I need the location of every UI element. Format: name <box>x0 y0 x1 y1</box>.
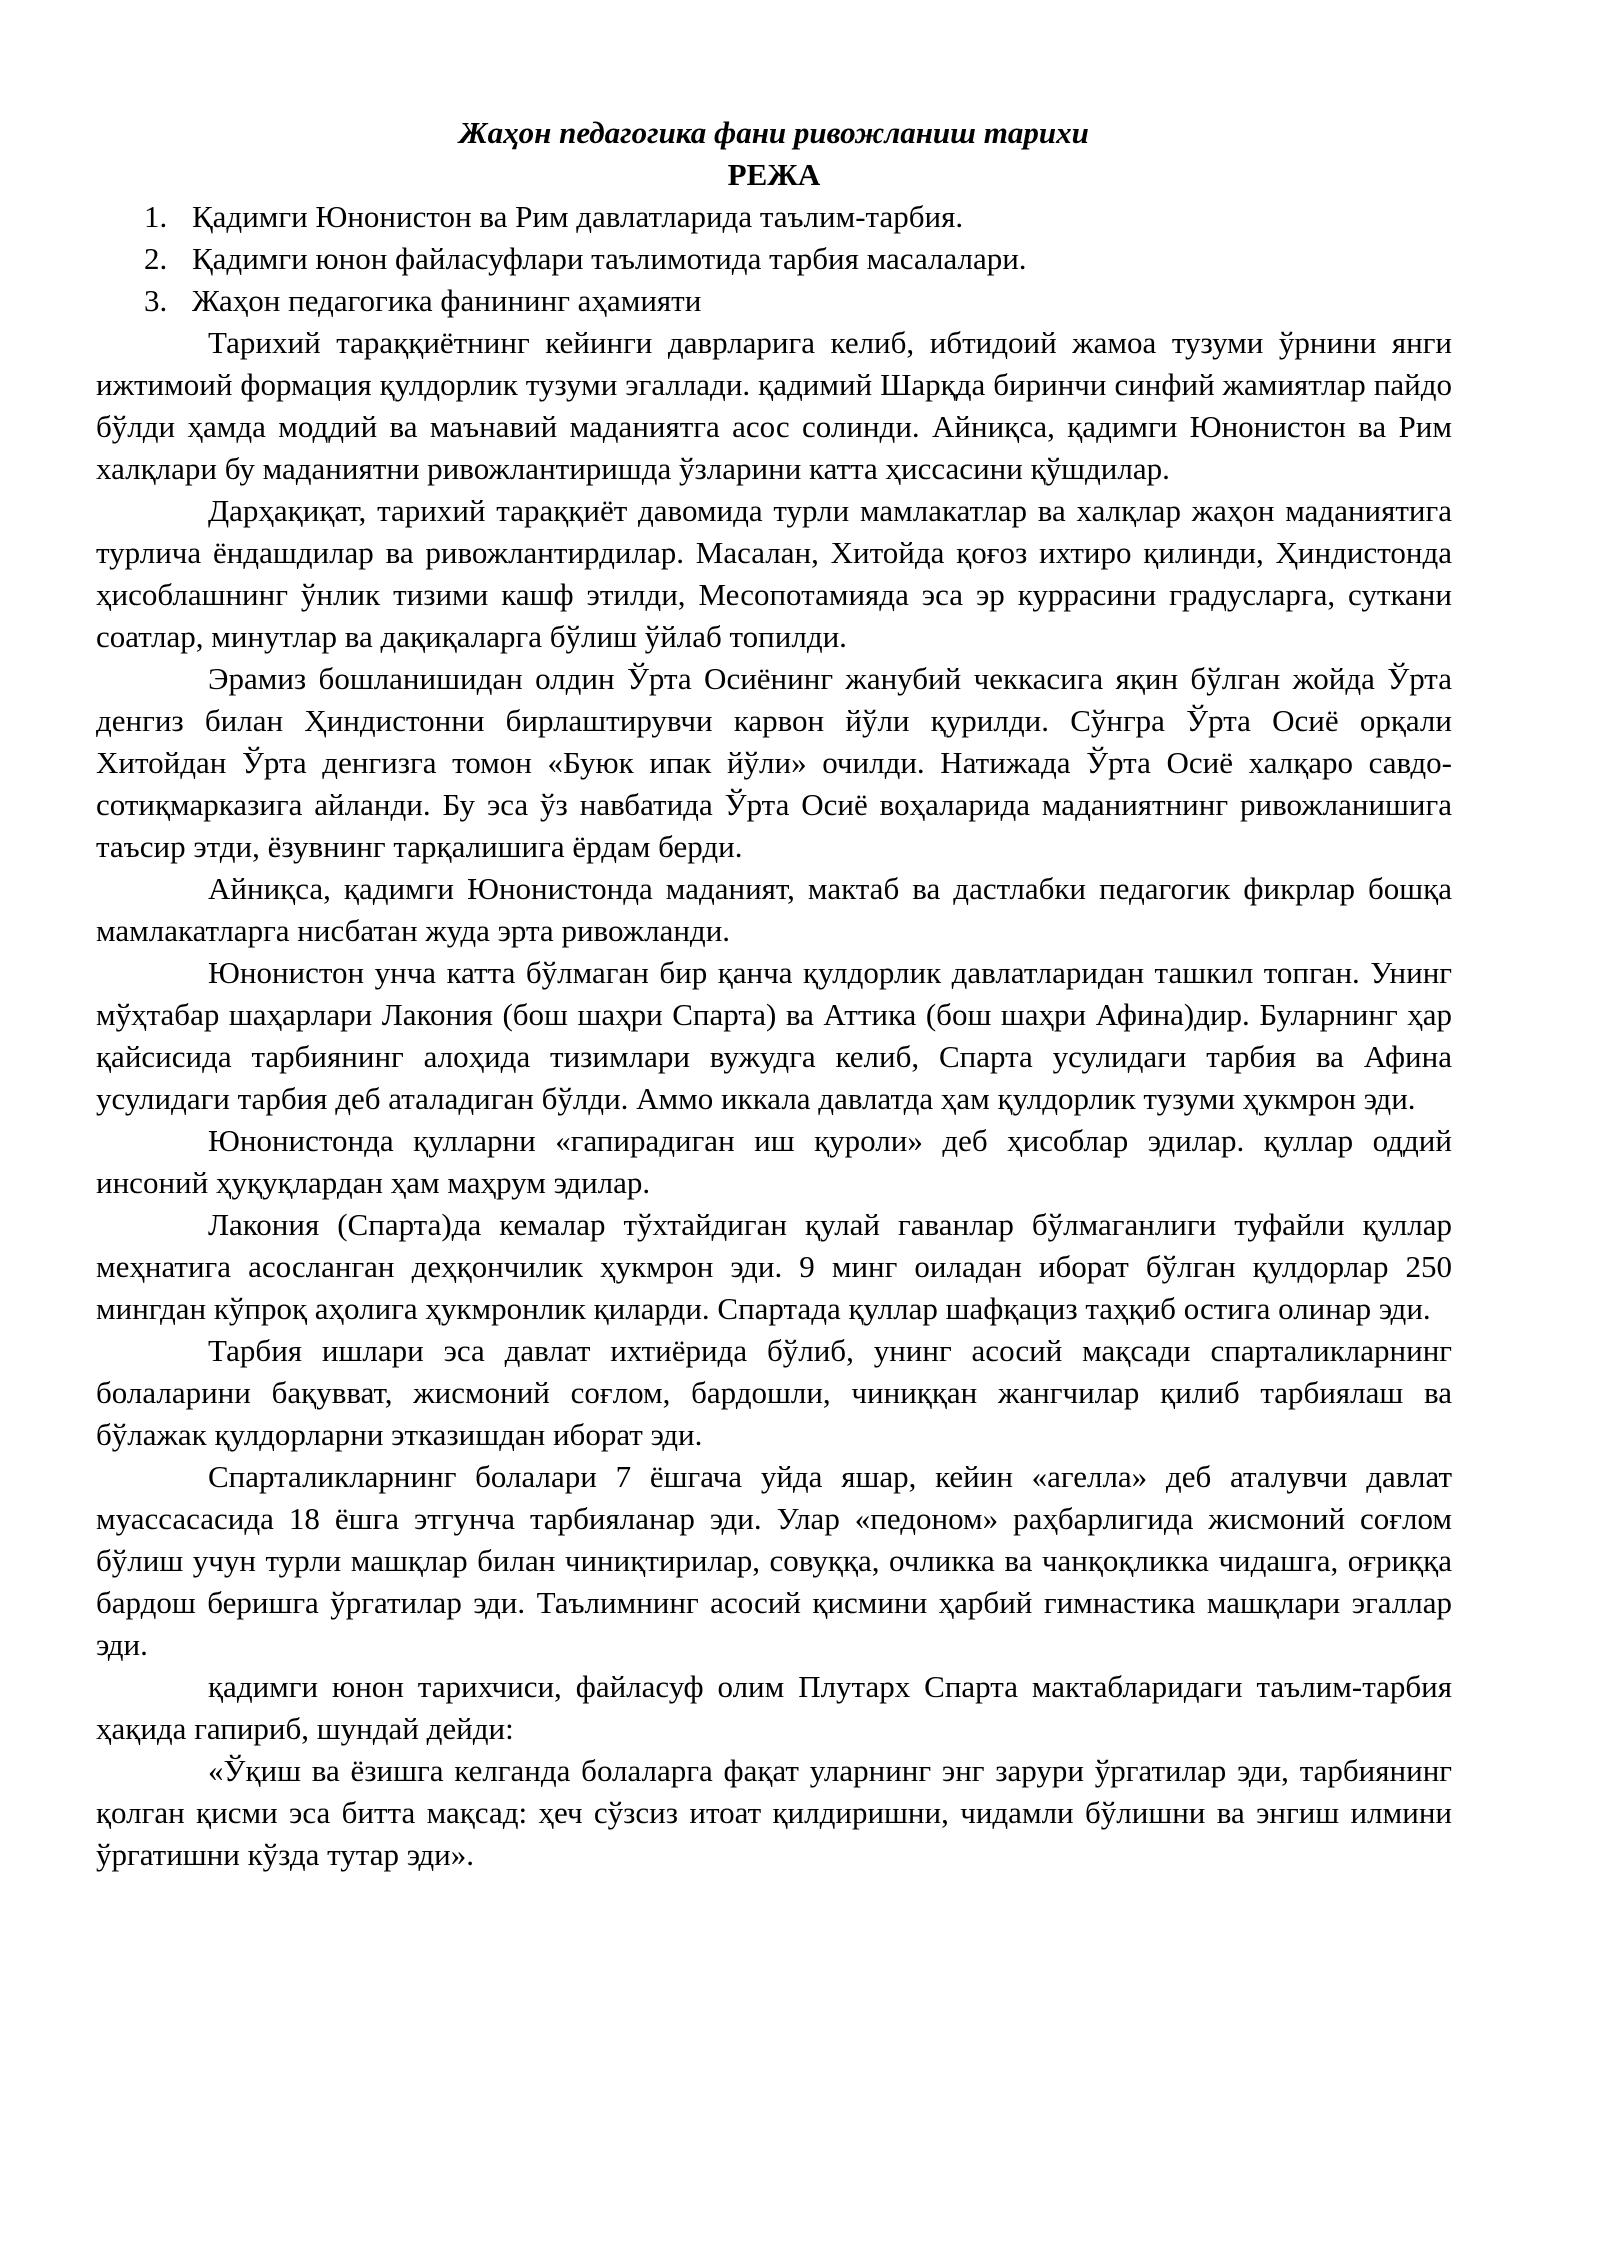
body-paragraph: қадимги юнон тарихчиси, файласуф олим Плутарх Спарта мактабларидаги таълим-тарбия ҳақида гапириб, шундай дейди: <box>96 1669 1452 1746</box>
document-body <box>96 112 1452 1876</box>
quote-paragraph: «Ўқиш ва ёзишга келганда болаларга фақат уларнинг энг зарури ўргатилар эди, тарбиянинг қолган қисми эса битта мақсад: ҳеч сўзсиз итоат қилдиришни, чидамли бўлишни ва энгиш илмини ўргатишни кўзда тутар эди». <box>96 1753 1452 1872</box>
plan-item-number: 2. <box>144 241 168 276</box>
document-title: Жаҳон педагогика фани ривожланиш тарихи <box>459 115 1089 150</box>
body-paragraph: Юнонистон унча катта бўлмаган бир қанча қулдорлик давлатларидан ташкил топган. Унинг мўҳтабар шаҳарлари Лакония (бош шаҳри Спарта) ва Аттика (бош шаҳри Афина)дир. Буларнинг ҳар қайсисида тарбиянинг алоҳида тизимлари вужудга келиб, Спарта усулидаги тарбия ва Афина усулидаги тарбия деб аталадиган бўлди. Аммо иккала давлатда ҳам қулдорлик тузуми ҳукмрон эди. <box>96 955 1452 1116</box>
plan-item-number: 1. <box>144 199 168 234</box>
plan-item <box>96 280 1452 322</box>
plan-item-text: Қадимги юнон файласуфлари таълимотида тарбия масалалари. <box>192 241 1027 276</box>
body-paragraph: Тарихий тараққиётнинг кейинги даврларига келиб, ибтидоий жамоа тузуми ўрнини янги ижтимоий формация қулдорлик тузуми эгаллади. қадимий Шарқда биринчи синфий жамиятлар пайдо бўлди ҳамда моддий ва маънавий маданиятга асос солинди. Айниқса, қадимги Юнонистон ва Рим халқлари бу маданиятни ривожлантиришда ўзларини катта ҳиссасини қўшдилар. <box>96 325 1452 486</box>
plan-item-number: 3. <box>144 283 168 318</box>
body-paragraph: Дарҳақиқат, тарихий тараққиёт давомида турли мамлакатлар ва халқлар жаҳон маданиятига турлича ёндашдилар ва ривожлантирдилар. Масалан, Хитойда қоғоз ихтиро қилинди, Ҳиндистонда ҳисоблашнинг ўнлик тизими кашф этилди, Месопотамияда эса эр куррасини градусларга, суткани соатлар, минутлар ва дақиқаларга бўлиш ўйлаб топилди. <box>96 493 1452 654</box>
plan-list <box>96 196 1452 322</box>
plan-item-text: Жаҳон педагогика фанининг аҳамияти <box>192 283 702 318</box>
body-paragraph: Спарталикларнинг болалари 7 ёшгача уйда яшар, кейин «агелла» деб аталувчи давлат муассасасида 18 ёшга этгунча тарбияланар эди. Улар «педоном» раҳбарлигида жисмоний соғлом бўлиш учун турли машқлар билан чиниқтирилар, совуққа, очликка ва чанқоқликка чидашга, оғриққа бардош беришга ўргатилар эди. Таълимнинг асосий қисмини ҳарбий гимнастика машқлари эгаллар эди. <box>96 1459 1452 1662</box>
body-paragraph: Тарбия ишлари эса давлат ихтиёрида бўлиб, унинг асосий мақсади спарталикларнинг болаларини бақувват, жисмоний соғлом, бардошли, чиниққан жангчилар қилиб тарбиялаш ва бўлажак қулдорларни этказишдан иборат эди. <box>96 1333 1452 1452</box>
plan-item <box>96 196 1452 238</box>
plan-item-text: Қадимги Юнонистон ва Рим давлатларида таълим-тарбия. <box>192 199 964 234</box>
plan-item <box>96 238 1452 280</box>
body-paragraph: Юнонистонда қулларни «гапирадиган иш қуроли» деб ҳисоблар эдилар. қуллар оддий инсоний ҳуқуқлардан ҳам маҳрум эдилар. <box>96 1123 1452 1200</box>
plan-heading: РЕЖА <box>727 157 821 192</box>
body-paragraph: Лакония (Спарта)да кемалар тўхтайдиган қулай гаванлар бўлмаганлиги туфайли қуллар меҳнатига асосланган деҳқончилик ҳукмрон эди. 9 минг оиладан иборат бўлган қулдорлар 250 мингдан кўпроқ аҳолига ҳукмронлик қиларди. Спартада қуллар шафқациз таҳқиб остига олинар эди. <box>96 1207 1452 1326</box>
body-paragraph: Эрамиз бошланишидан олдин Ўрта Осиёнинг жанубий чеккасига яқин бўлган жойда Ўрта денгиз билан Ҳиндистонни бирлаштирувчи карвон йўли қурилди. Сўнгра Ўрта Осиё орқали Хитойдан Ўрта денгизга томон «Буюк ипак йўли» очилди. Натижада Ўрта Осиё халқаро савдо-сотиқмарказига айланди. Бу эса ўз навбатида Ўрта Осиё воҳаларида маданиятнинг ривожланишига таъсир этди, ёзувнинг тарқалишига ёрдам берди. <box>96 661 1452 864</box>
body-paragraph: Айниқса, қадимги Юнонистонда маданият, мактаб ва дастлабки педагогик фикрлар бошқа мамлакатларга нисбатан жуда эрта ривожланди. <box>96 871 1452 948</box>
